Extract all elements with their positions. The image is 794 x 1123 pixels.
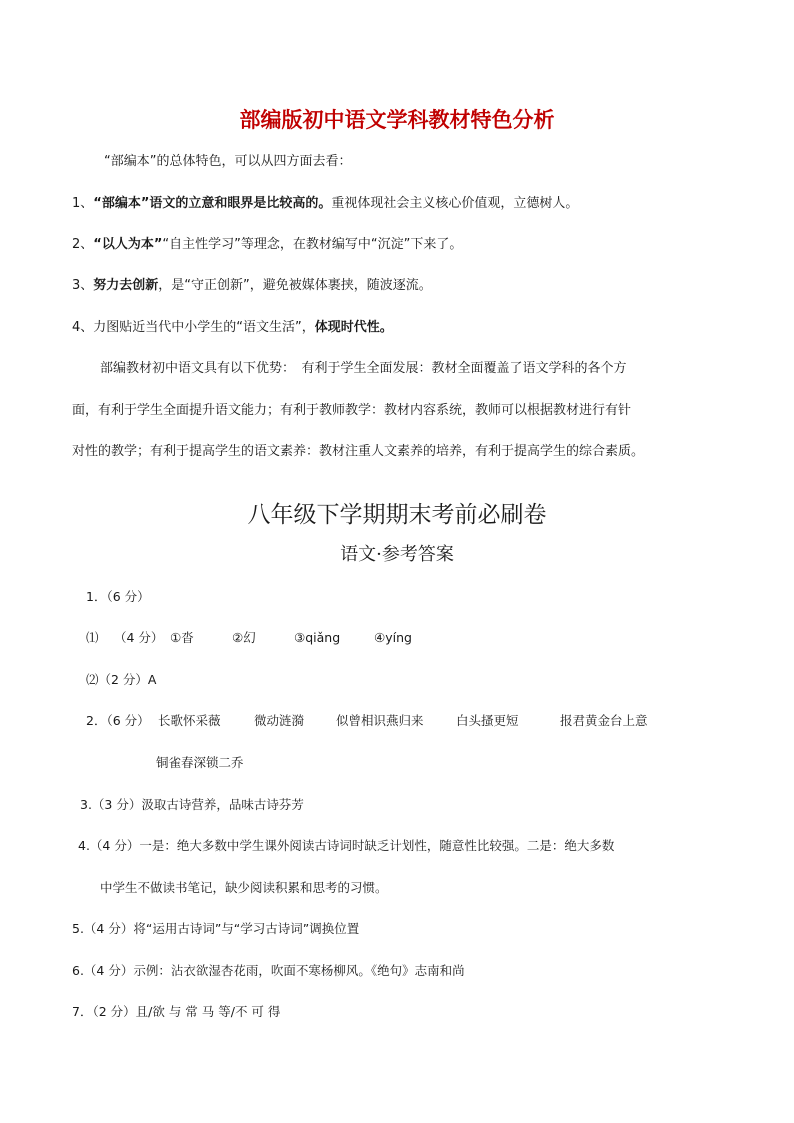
- article-title: 部编版初中语文学科教材特色分析: [239, 108, 555, 132]
- answer-item: ①沓: [170, 630, 194, 645]
- point-2: [72, 233, 462, 252]
- answer-1-1: [86, 628, 412, 646]
- answer-1: 1．（6 分）: [86, 589, 150, 604]
- answer-3: 3.（3 分）汲取古诗营养，品味古诗芬芳: [80, 797, 304, 812]
- answer-5: 5.（4 分）将“运用古诗词”与“学习古诗词”调换位置: [72, 921, 360, 936]
- point-bold: 努力去创新: [93, 278, 159, 293]
- paragraph-line-3: 对性的教学；有利于提高学生的语文素养：教材注重人文素养的培养，有利于提高学生的综合素质。: [72, 444, 645, 459]
- answer-item: 似曾相识燕归来: [336, 713, 424, 728]
- answer-7: 7．（2 分）且/欲 与 常 马 等/不 可 得: [72, 1004, 281, 1019]
- answer-2: [86, 711, 648, 729]
- exam-subtitle: 语文·参考答案: [340, 544, 454, 565]
- answer-item: ③qiǎng: [294, 630, 341, 645]
- answer-1-2: ⑵（2 分）A: [86, 672, 157, 687]
- point-text: 重视体现社会主义核心价值观，立德树人。: [331, 196, 579, 211]
- point-text: 力图贴近当代中小学生的“语文生活”，: [93, 320, 315, 335]
- point-number: 3、: [72, 278, 94, 293]
- point-number: 4、: [72, 320, 94, 335]
- point-text: “自主性学习”等理念，在教材编写中“沉淀”下来了。: [162, 237, 463, 252]
- answer-item: 长歌怀采薇: [158, 713, 221, 728]
- answer-item: 微动涟漪: [254, 713, 305, 728]
- point-4: [72, 316, 393, 335]
- exam-title: 八年级下学期期末考前必刷卷: [247, 502, 547, 528]
- paragraph-line-1: 部编教材初中语文具有以下优势： 有利于学生全面发展：教材全面覆盖了语文学科的各个方: [100, 361, 627, 376]
- answer-2-cont: 铜雀春深锁二乔: [156, 755, 244, 770]
- answer-item: 白头搔更短: [456, 713, 519, 728]
- sub-score: （4 分）: [114, 630, 164, 645]
- answer-item: ②幻: [232, 630, 256, 645]
- sub-number: ⑴: [86, 630, 99, 645]
- point-bold: “部编本”语文的立意和眼界是比较高的。: [93, 196, 332, 211]
- point-3: [72, 274, 432, 293]
- answer-item: 报君黄金台上意: [560, 713, 648, 728]
- point-1: [72, 192, 578, 211]
- point-number: 2、: [72, 237, 94, 252]
- answer-item: ④yíng: [374, 630, 412, 645]
- intro-line: “部编本”的总体特色，可以从四方面去看：: [104, 154, 352, 169]
- point-bold: “以人为本”: [93, 237, 163, 252]
- answer-6: 6.（4 分）示例：沾衣欲湿杏花雨，吹面不寒杨柳风。《绝句》志南和尚: [72, 963, 465, 978]
- point-number: 1、: [72, 196, 94, 211]
- point-text: ，是“守正创新”，避免被媒体裹挟，随波逐流。: [158, 278, 432, 293]
- paragraph-line-2: 面，有利于学生全面提升语文能力；有利于教师教学：教材内容系统，教师可以根据教材进行有针: [72, 403, 632, 418]
- question-number: 2．（6 分）: [86, 713, 150, 728]
- answer-4-line-1: 4.（4 分）一是：绝大多数中学生课外阅读古诗词时缺乏计划性，随意性比较强。二是：绝大多数: [78, 838, 615, 853]
- answer-4-line-2: 中学生不做读书笔记，缺少阅读积累和思考的习惯。: [100, 880, 388, 895]
- point-bold: 体现时代性。: [314, 320, 393, 335]
